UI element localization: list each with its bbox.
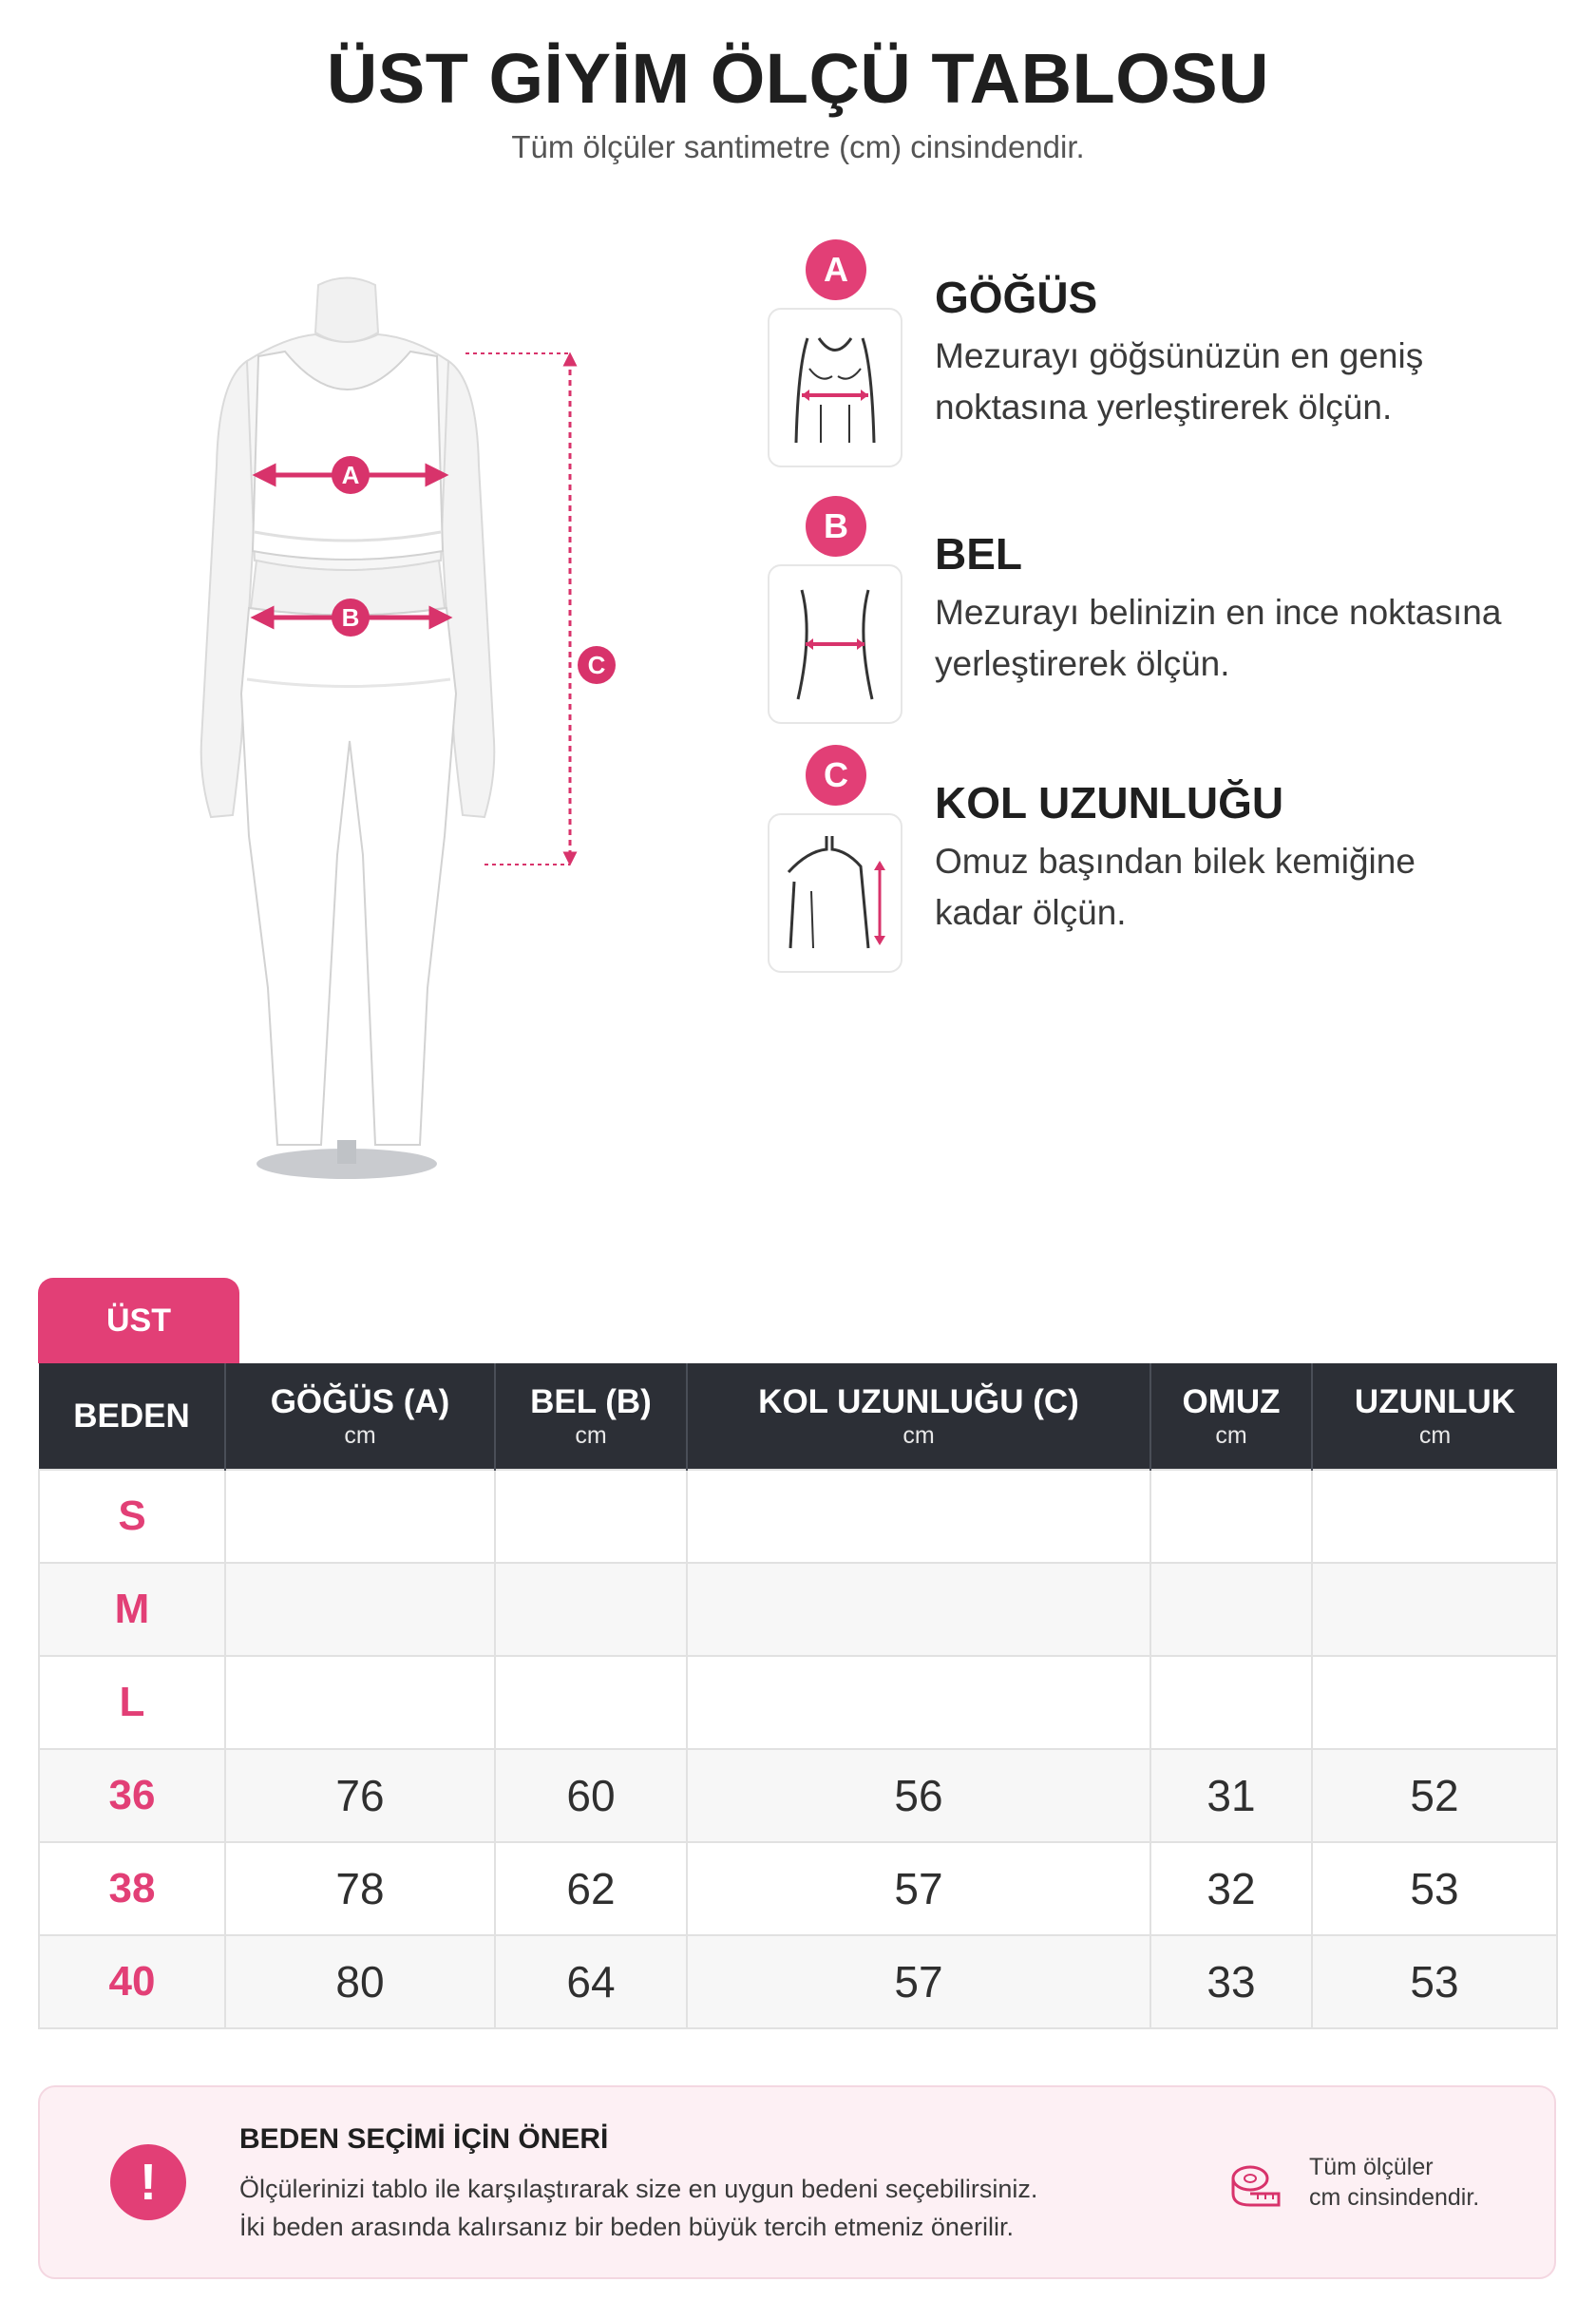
table-cell	[225, 1470, 495, 1563]
note-text-line-2: İki beden arasında kalırsanız bir beden büyük tercih etmeniz önerilir.	[239, 2213, 1014, 2241]
table-cell: 32	[1150, 1842, 1312, 1935]
label-b: B	[341, 603, 360, 632]
table-cell	[687, 1470, 1150, 1563]
badge-b: B	[806, 496, 866, 557]
legend-title-waist: BEL	[935, 529, 1022, 579]
legend-desc-arm: Omuz başından bilek kemiğine kadar ölçün.	[935, 842, 1416, 932]
page-subtitle: Tüm ölçüler santimetre (cm) cinsindendir.	[511, 129, 1085, 164]
table-row	[39, 1749, 1557, 1842]
table-cell	[225, 1563, 495, 1656]
col-header-beden: BEDEN	[39, 1363, 225, 1470]
note-title: BEDEN SEÇİMİ İÇİN ÖNERİ	[239, 2123, 609, 2155]
note-text-line-1: Ölçülerinizi tablo ile karşılaştırarak size en uygun bedeni seçebilirsiniz.	[239, 2175, 1038, 2203]
label-c: C	[587, 651, 606, 679]
table-cell	[1150, 1470, 1312, 1563]
table-cell: 64	[495, 1935, 687, 2028]
table-cell: 62	[495, 1842, 687, 1935]
col-header-bel: BEL (B) cm	[495, 1363, 687, 1470]
legend-desc-chest: Mezurayı göğsünüzün en geniş noktasına yerleştirerek ölçün.	[935, 336, 1424, 427]
measuring-tape-icon	[1227, 2156, 1284, 2213]
badge-c: C	[806, 745, 866, 806]
size-cell: L	[39, 1656, 225, 1749]
col-header-gogus: GÖĞÜS (A) cm	[225, 1363, 495, 1470]
page-title: ÜST GİYİM ÖLÇÜ TABLOSU	[326, 39, 1270, 118]
size-table	[38, 1363, 1558, 2029]
size-cell: S	[39, 1470, 225, 1563]
mannequin-figure	[142, 247, 636, 1197]
recommendation-note	[38, 2085, 1556, 2279]
table-cell: 52	[1312, 1749, 1557, 1842]
table-cell	[225, 1656, 495, 1749]
table-cell: 53	[1312, 1935, 1557, 2028]
table-cell	[687, 1656, 1150, 1749]
table-cell: 76	[225, 1749, 495, 1842]
mannequin-illustration	[142, 247, 636, 1197]
legend-item-arm	[768, 745, 1566, 982]
table-cell	[1150, 1656, 1312, 1749]
note-side-line-2: cm cinsindendir.	[1309, 2184, 1480, 2211]
legend-title-arm: KOL UZUNLUĞU	[935, 778, 1284, 827]
table-header-row	[39, 1363, 1557, 1470]
table-row	[39, 1842, 1557, 1935]
col-header-omuz: OMUZ cm	[1150, 1363, 1312, 1470]
table-cell	[687, 1563, 1150, 1656]
table-cell	[495, 1470, 687, 1563]
table-row	[39, 1563, 1557, 1656]
table-cell	[1312, 1656, 1557, 1749]
table-cell: 33	[1150, 1935, 1312, 2028]
col-header-uzunluk: UZUNLUK cm	[1312, 1363, 1557, 1470]
table-cell: 31	[1150, 1749, 1312, 1842]
badge-a: A	[806, 239, 866, 300]
label-a: A	[341, 461, 360, 489]
legend-item-waist	[768, 496, 1566, 733]
tab-ust[interactable]: ÜST	[38, 1278, 239, 1363]
legend-item-chest	[768, 239, 1566, 477]
arm-length-measure-icon	[768, 813, 902, 973]
size-cell: 40	[39, 1935, 225, 2028]
chest-measure-icon	[768, 308, 902, 467]
table-row	[39, 1656, 1557, 1749]
table-cell: 78	[225, 1842, 495, 1935]
table-cell: 53	[1312, 1842, 1557, 1935]
size-cell: M	[39, 1563, 225, 1656]
table-row	[39, 1470, 1557, 1563]
table-cell: 60	[495, 1749, 687, 1842]
legend-desc-waist: Mezurayı belinizin en ince noktasına yerleştirerek ölçün.	[935, 593, 1502, 683]
waist-measure-icon	[768, 564, 902, 724]
table-cell	[495, 1656, 687, 1749]
legend-title-chest: GÖĞÜS	[935, 273, 1098, 322]
table-cell: 57	[687, 1935, 1150, 2028]
table-cell	[495, 1563, 687, 1656]
col-header-kol-uzunlugu: KOL UZUNLUĞU (C) cm	[687, 1363, 1150, 1470]
note-side-line-1: Tüm ölçüler	[1309, 2154, 1434, 2180]
table-row	[39, 1935, 1557, 2028]
size-cell: 36	[39, 1749, 225, 1842]
alert-icon: !	[110, 2144, 186, 2220]
table-cell: 56	[687, 1749, 1150, 1842]
table-cell	[1312, 1470, 1557, 1563]
table-cell: 57	[687, 1842, 1150, 1935]
table-cell: 80	[225, 1935, 495, 2028]
size-cell: 38	[39, 1842, 225, 1935]
table-cell	[1312, 1563, 1557, 1656]
table-cell	[1150, 1563, 1312, 1656]
